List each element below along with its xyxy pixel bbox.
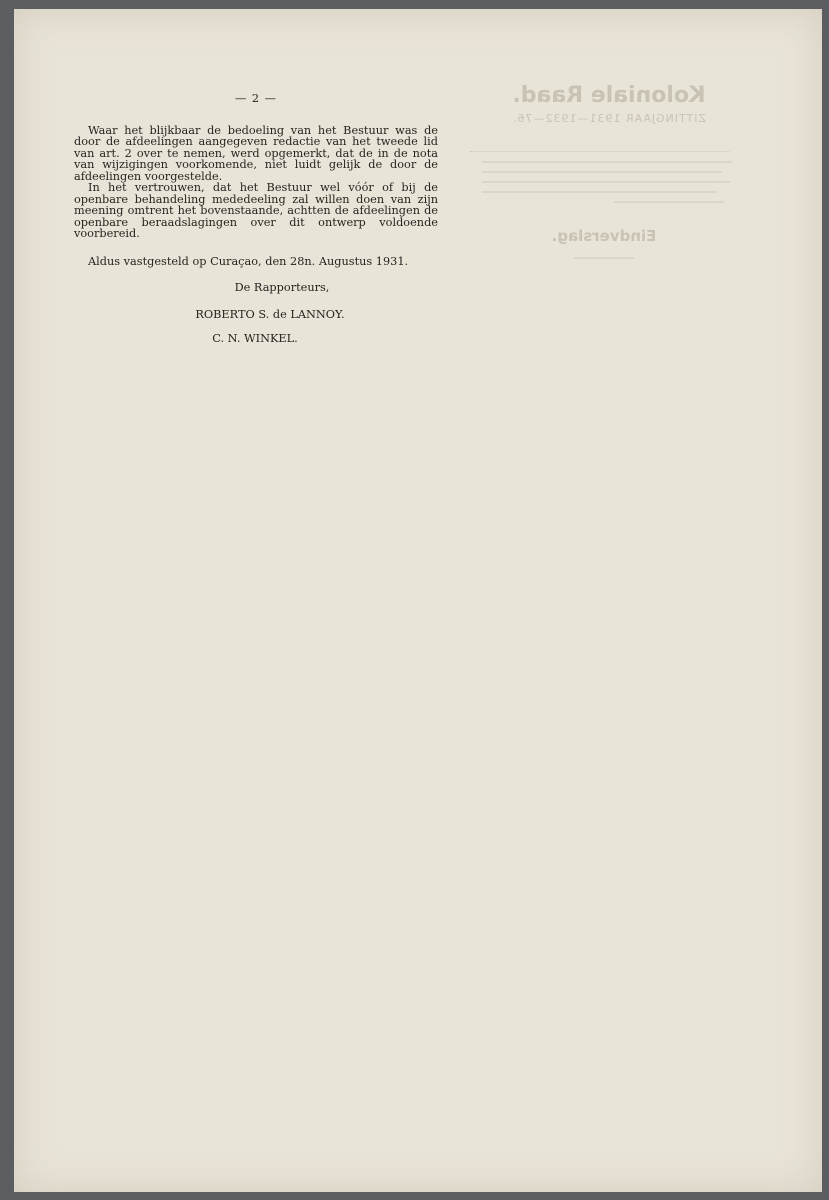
bleed-through-rule	[470, 151, 730, 152]
bleed-through-subtitle: ZITTINGJAAR 1931—1932—76.	[511, 112, 707, 125]
text-column	[74, 93, 438, 345]
bleed-through-heading: Eindverslag.	[551, 227, 657, 245]
bleed-through-line	[482, 191, 717, 193]
signature-heading: De Rapporteurs,	[234, 281, 330, 294]
bleed-through-title: Koloniale Raad.	[512, 83, 706, 108]
bleed-through-line	[482, 171, 722, 173]
document-page	[14, 9, 822, 1192]
bleed-through-line	[574, 257, 634, 259]
bleed-through-line	[482, 181, 730, 183]
paragraph-2: In het vertrouwen, dat het Bestuur wel vóór of bij de openbare behandeling mededeeling zal willen doen van zijn meening omtrent het bovenstaande, achtten de afdeelingen de openbare beraadslagingen over dit ontwerp voldoende voorbereid.	[74, 181, 438, 240]
bleed-through-line	[482, 161, 732, 163]
bleed-through-line	[614, 201, 724, 203]
page-number: — 2 —	[235, 92, 277, 105]
closing-line: Aldus vastgesteld op Curaçao, den 28n. Augustus 1931.	[88, 254, 409, 268]
signature-1: ROBERTO S. de LANNOY.	[195, 307, 345, 321]
paragraph-1: Waar het blijkbaar de bedoeling van het Bestuur was de door de afdeelingen aangegeven redactie van het tweede lid van art. 2 over te nemen, werd opgemerkt, dat de in de nota van wijzigingen voorkomende, niet luidt gelijk de door de afdeelingen voorgestelde.	[74, 123, 438, 183]
signature-2: C. N. WINKEL.	[212, 332, 298, 345]
